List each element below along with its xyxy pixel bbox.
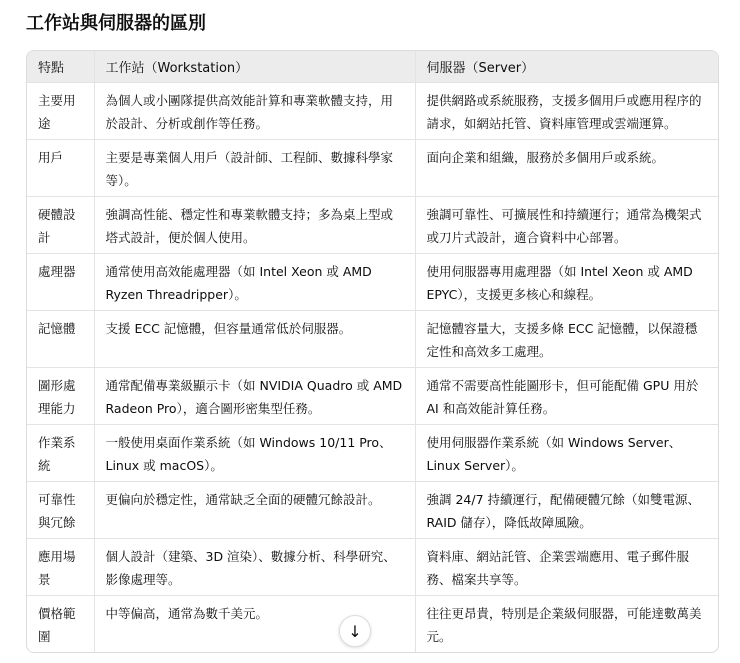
table-row xyxy=(27,425,718,482)
server-cell: 使用伺服器作業系統（如 Windows Server、Linux Server）。 xyxy=(415,425,718,482)
table-row xyxy=(27,83,718,140)
feature-cell: 圖形處理能力 xyxy=(27,368,94,425)
table-row xyxy=(27,596,718,653)
workstation-cell: 為個人或小團隊提供高效能計算和專業軟體支持，用於設計、分析或創作等任務。 xyxy=(94,83,415,140)
header-server: 伺服器（Server） xyxy=(415,51,718,83)
table-row xyxy=(27,539,718,596)
server-cell: 面向企業和組織，服務於多個用戶或系統。 xyxy=(415,140,718,197)
table-row xyxy=(27,140,718,197)
arrow-down-icon: ↓ xyxy=(348,621,362,641)
page-title: 工作站與伺服器的區別 xyxy=(26,13,206,34)
server-cell: 提供網路或系統服務，支援多個用戶或應用程序的請求，如網站托管、資料庫管理或雲端運算。 xyxy=(415,83,718,140)
feature-cell: 處理器 xyxy=(27,254,94,311)
workstation-cell: 主要是專業個人用戶（設計師、工程師、數據科學家等）。 xyxy=(94,140,415,197)
table-row xyxy=(27,197,718,254)
workstation-cell: 更偏向於穩定性，通常缺乏全面的硬體冗餘設計。 xyxy=(94,482,415,539)
table-row xyxy=(27,368,718,425)
header-workstation: 工作站（Workstation） xyxy=(94,51,415,83)
feature-cell: 可靠性與冗餘 xyxy=(27,482,94,539)
feature-cell: 作業系統 xyxy=(27,425,94,482)
server-cell: 往往更昂貴，特別是企業級伺服器，可能達數萬美元。 xyxy=(415,596,718,653)
feature-cell: 硬體設計 xyxy=(27,197,94,254)
feature-cell: 用戶 xyxy=(27,140,94,197)
server-cell: 記憶體容量大，支援多條 ECC 記憶體，以保證穩定性和高效多工處理。 xyxy=(415,311,718,368)
feature-cell: 價格範圍 xyxy=(27,596,94,653)
comparison-table xyxy=(26,50,719,653)
feature-cell: 應用場景 xyxy=(27,539,94,596)
workstation-cell: 個人設計（建築、3D 渲染）、數據分析、科學研究、影像處理等。 xyxy=(94,539,415,596)
server-cell: 資料庫、網站託管、企業雲端應用、電子郵件服務、檔案共享等。 xyxy=(415,539,718,596)
workstation-cell: 通常使用高效能處理器（如 Intel Xeon 或 AMD Ryzen Threadripper）。 xyxy=(94,254,415,311)
table-row xyxy=(27,482,718,539)
workstation-cell: 中等偏高，通常為數千美元。 xyxy=(94,596,415,653)
workstation-cell: 一般使用桌面作業系統（如 Windows 10/11 Pro、Linux 或 macOS）。 xyxy=(94,425,415,482)
server-cell: 使用伺服器專用處理器（如 Intel Xeon 或 AMD EPYC），支援更多核心和線程。 xyxy=(415,254,718,311)
workstation-cell: 通常配備專業級顯示卡（如 NVIDIA Quadro 或 AMD Radeon Pro），適合圖形密集型任務。 xyxy=(94,368,415,425)
feature-cell: 記憶體 xyxy=(27,311,94,368)
server-cell: 通常不需要高性能圖形卡，但可能配備 GPU 用於 AI 和高效能計算任務。 xyxy=(415,368,718,425)
feature-cell: 主要用途 xyxy=(27,83,94,140)
table-header-row xyxy=(27,51,718,83)
server-cell: 強調 24/7 持續運行，配備硬體冗餘（如雙電源、RAID 儲存），降低故障風險。 xyxy=(415,482,718,539)
scroll-down-button[interactable] xyxy=(339,615,371,647)
server-cell: 強調可靠性、可擴展性和持續運行；通常為機架式或刀片式設計，適合資料中心部署。 xyxy=(415,197,718,254)
table-row xyxy=(27,254,718,311)
table-row xyxy=(27,311,718,368)
workstation-cell: 強調高性能、穩定性和專業軟體支持；多為桌上型或塔式設計，便於個人使用。 xyxy=(94,197,415,254)
header-feature: 特點 xyxy=(27,51,94,83)
workstation-cell: 支援 ECC 記憶體，但容量通常低於伺服器。 xyxy=(94,311,415,368)
